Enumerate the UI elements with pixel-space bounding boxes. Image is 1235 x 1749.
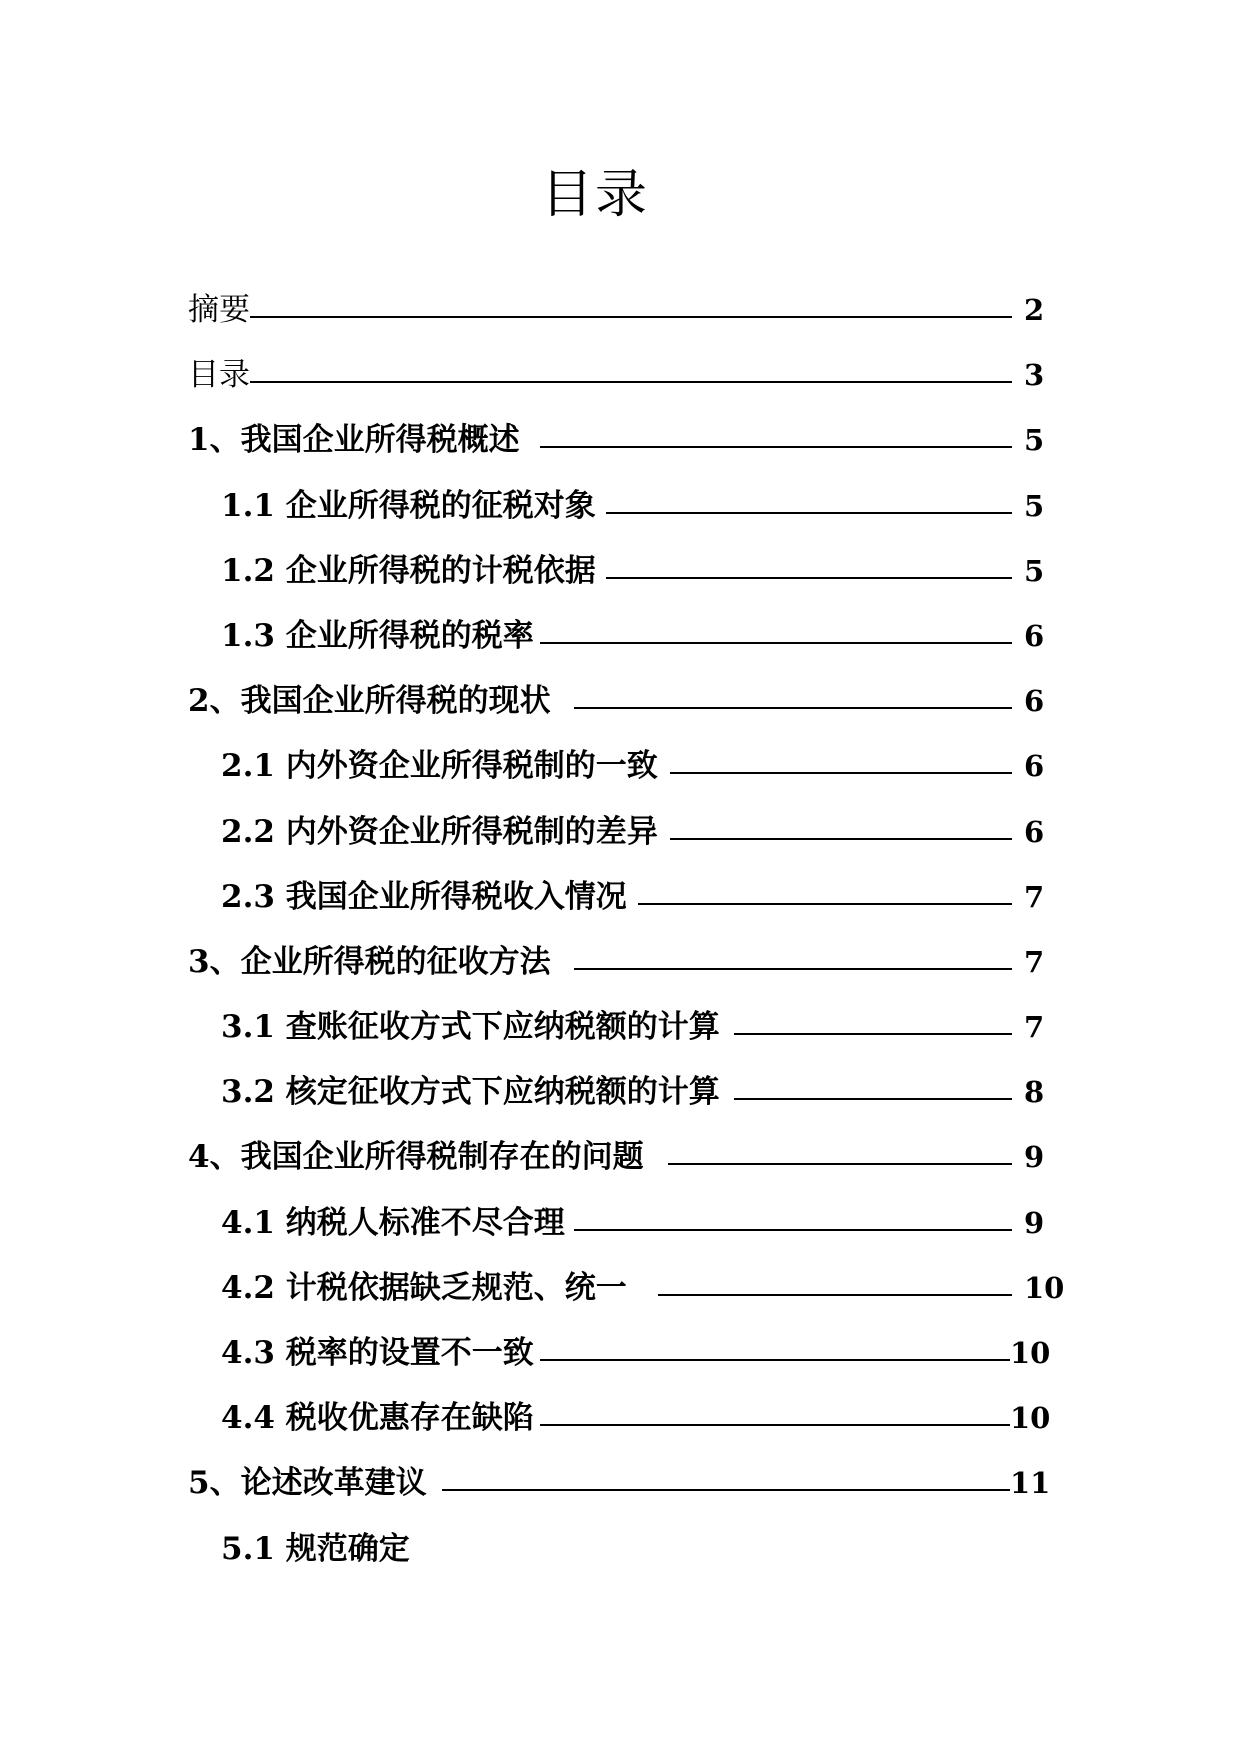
toc-entry[interactable] bbox=[188, 353, 1088, 418]
toc-entry-label: 3.1 查账征收方式下应纳税额的计算 bbox=[221, 1009, 720, 1046]
toc-entry-page: 11 bbox=[1010, 1466, 1051, 1501]
toc-leader-line bbox=[670, 772, 1012, 774]
toc-leader-line bbox=[540, 446, 1012, 448]
toc-leader-line bbox=[734, 1098, 1012, 1100]
toc-entry-label: 4.3 税率的设置不一致 bbox=[221, 1335, 534, 1371]
toc-entry-label: 4、我国企业所得税制存在的问题 bbox=[188, 1139, 644, 1176]
toc-leader-line bbox=[606, 512, 1012, 514]
toc-entry-label: 2.1 内外资企业所得税制的一致 bbox=[221, 748, 658, 785]
toc-leader-line bbox=[250, 316, 1012, 318]
toc-entry-page: 6 bbox=[1024, 684, 1045, 719]
toc-entry[interactable] bbox=[188, 1461, 1088, 1526]
toc-entry[interactable] bbox=[188, 1135, 1088, 1200]
toc-entry-page: 9 bbox=[1024, 1140, 1045, 1175]
table-of-contents bbox=[188, 288, 1088, 1592]
toc-entry-label: 5.1 规范确定 bbox=[221, 1530, 410, 1567]
toc-leader-line bbox=[668, 1163, 1012, 1165]
toc-entry-page: 10 bbox=[1024, 1270, 1065, 1305]
toc-entry-page: 6 bbox=[1024, 618, 1045, 653]
toc-leader-line bbox=[734, 1033, 1012, 1035]
toc-leader-line bbox=[638, 903, 1012, 905]
toc-entry-label: 1.2 企业所得税的计税依据 bbox=[221, 552, 596, 589]
toc-entry-page: 5 bbox=[1024, 488, 1045, 523]
toc-entry-label: 2.2 内外资企业所得税制的差异 bbox=[221, 813, 658, 850]
toc-entry-page: 10 bbox=[1010, 1401, 1051, 1436]
toc-leader-line bbox=[670, 838, 1012, 840]
toc-leader-line bbox=[574, 1229, 1012, 1231]
toc-leader-line bbox=[574, 968, 1012, 970]
toc-entry-page: 5 bbox=[1024, 423, 1045, 458]
toc-entry-page: 3 bbox=[1024, 358, 1045, 393]
toc-entry-page: 5 bbox=[1024, 553, 1045, 588]
page-title: 目录 bbox=[540, 165, 649, 225]
toc-entry[interactable] bbox=[188, 1396, 1088, 1461]
toc-entry[interactable] bbox=[188, 1527, 1088, 1592]
toc-entry-label: 摘要 bbox=[188, 292, 250, 328]
toc-entry[interactable] bbox=[188, 288, 1088, 353]
toc-entry[interactable] bbox=[188, 679, 1088, 744]
toc-leader-line bbox=[540, 642, 1012, 644]
toc-entry-label: 3、企业所得税的征收方法 bbox=[188, 943, 551, 980]
toc-entry-label: 4.2 计税依据缺乏规范、统一 bbox=[221, 1269, 627, 1306]
toc-entry-label: 4.4 税收优惠存在缺陷 bbox=[221, 1400, 534, 1437]
toc-entry-label: 2.3 我国企业所得税收入情况 bbox=[221, 878, 627, 915]
toc-entry[interactable] bbox=[188, 810, 1088, 875]
toc-entry[interactable] bbox=[188, 1266, 1088, 1331]
toc-leader-line bbox=[250, 381, 1012, 383]
toc-entry[interactable] bbox=[188, 418, 1088, 483]
toc-entry[interactable] bbox=[188, 484, 1088, 549]
toc-entry[interactable] bbox=[188, 549, 1088, 614]
toc-entry[interactable] bbox=[188, 1005, 1088, 1070]
toc-entry[interactable] bbox=[188, 1070, 1088, 1135]
toc-entry-page: 7 bbox=[1024, 944, 1045, 979]
toc-entry-page: 7 bbox=[1024, 1010, 1045, 1045]
toc-entry-label: 目录 bbox=[188, 357, 250, 394]
toc-leader-line bbox=[442, 1489, 1010, 1491]
toc-entry-label: 3.2 核定征收方式下应纳税额的计算 bbox=[221, 1074, 720, 1111]
toc-entry[interactable] bbox=[188, 940, 1088, 1005]
toc-leader-line bbox=[540, 1424, 1010, 1426]
toc-leader-line bbox=[658, 1294, 1012, 1296]
toc-entry[interactable] bbox=[188, 744, 1088, 809]
toc-entry-page: 9 bbox=[1024, 1205, 1045, 1240]
toc-entry[interactable] bbox=[188, 1331, 1088, 1396]
toc-entry-label: 4.1 纳税人标准不尽合理 bbox=[221, 1204, 565, 1241]
toc-leader-line bbox=[574, 707, 1012, 709]
toc-entry-label: 1、我国企业所得税概述 bbox=[188, 422, 520, 459]
toc-leader-line bbox=[606, 577, 1012, 579]
toc-entry-page: 6 bbox=[1024, 749, 1045, 784]
toc-entry-page: 7 bbox=[1024, 879, 1045, 914]
toc-entry[interactable] bbox=[188, 1201, 1088, 1266]
toc-entry[interactable] bbox=[188, 614, 1088, 679]
toc-entry[interactable] bbox=[188, 875, 1088, 940]
toc-entry-page: 10 bbox=[1010, 1336, 1051, 1370]
toc-leader-line bbox=[540, 1359, 1010, 1361]
toc-entry-label: 2、我国企业所得税的现状 bbox=[188, 683, 551, 720]
toc-entry-page: 8 bbox=[1024, 1075, 1045, 1110]
toc-entry-page: 6 bbox=[1024, 814, 1045, 849]
toc-entry-label: 1.1 企业所得税的征税对象 bbox=[221, 487, 596, 524]
toc-entry-label: 5、论述改革建议 bbox=[188, 1465, 427, 1502]
toc-entry-page: 2 bbox=[1024, 293, 1045, 327]
toc-entry-label: 1.3 企业所得税的税率 bbox=[221, 617, 534, 654]
